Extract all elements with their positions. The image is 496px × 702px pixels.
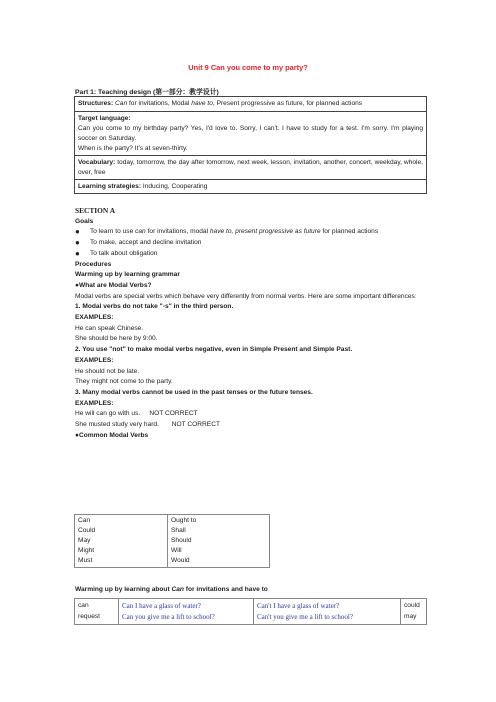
modal-verbs-column-1: Can Could May Might Must (75, 515, 168, 568)
vocabulary-row (75, 156, 427, 180)
common-modal-verbs-heading: ●Common Modal Verbs (75, 431, 149, 439)
target-language-line-2: When is the party? It's at seven-thirty. (78, 144, 188, 152)
target-language-line-1: Can you come to my birthday party? Yes, I'd love to. Sorry, I can't. I have to study for a test. I'm sorry. I'm playing soccer on Saturday. (78, 124, 423, 142)
warming-up-grammar-heading: Warming up by learning grammar (75, 271, 180, 279)
examples-label: EXAMPLES: (75, 399, 114, 407)
goals-heading: Goals (75, 217, 94, 225)
strategies-label: Learning strategies: (78, 182, 142, 190)
rule-3-example-1: He will can go with us. NOT CORRECT (75, 410, 198, 418)
not-correct-note: NOT CORRECT (149, 410, 198, 418)
strategies-row (75, 180, 427, 194)
examples-label: EXAMPLES: (75, 356, 114, 364)
bullet-icon: ● (75, 238, 80, 248)
examples-label: EXAMPLES: (75, 314, 114, 322)
request-type-cell: can request (75, 599, 119, 625)
goal-item: ● To talk about obligation (75, 248, 158, 258)
strategies-text: Inducing, Cooperating (141, 182, 208, 190)
structures-can: Can (115, 99, 128, 107)
rule-2-example-1: He should not be late. (75, 367, 140, 375)
warming-up-can-heading: Warming up by learning about Can for invitations and have to (75, 586, 268, 593)
rule-2: 2. You use "not" to make modal verbs negative, even in Simple Present and Simple Past. (75, 346, 353, 354)
rule-3: 3. Many modal verbs cannot be used in the past tenses or the future tenses. (75, 388, 313, 396)
modal-intro-text: Modal verbs are special verbs which behave very differently from normal verbs. Here are some important differences: (75, 292, 417, 300)
section-a-body (75, 206, 427, 441)
goal-item: ● To make, accept and decline invitation (75, 238, 202, 248)
vocabulary-label: Vocabulary: (78, 158, 116, 166)
request-negative-cell: Can't I have a glass of water? Can't you give me a lift to school? (254, 599, 401, 625)
structures-text-b: , Present progressive as future, for planned actions (212, 99, 363, 107)
document-title: Unit 9 Can you come to my party? (188, 63, 308, 72)
what-are-modal-verbs-heading: ●What are Modal Verbs? (75, 281, 152, 289)
goal-item: ● To learn to use can for invitations, modal have to, present progressive as future for planned actions (75, 227, 379, 237)
section-a-heading: SECTION A (75, 206, 116, 215)
can-request-table (74, 598, 427, 625)
rule-2-example-2: They might not come to the party. (75, 378, 173, 386)
rule-3-example-2: She musted study very hard. NOT CORRECT (75, 421, 220, 429)
request-positive-cell: Can I have a glass of water? Can you give me a lift to school? (119, 599, 254, 625)
structures-text-a: for invitations, Modal (127, 99, 192, 107)
common-modal-verbs-table (74, 514, 270, 568)
modal-verbs-column-2: Ought to Shall Should Will Would (168, 515, 270, 568)
rule-1-example-1: He can speak Chinese. (75, 324, 144, 332)
structures-row (75, 97, 427, 112)
vocabulary-text: today, tomorrow, the day after tomorrow, next week, lesson, invitation, another, concert, weekday, whole, over, free (78, 158, 423, 176)
structures-label: Structures: (78, 99, 114, 107)
procedures-heading: Procedures (75, 260, 112, 268)
target-language-row (75, 112, 427, 156)
structures-have-to: have to (191, 99, 213, 107)
rule-1: 1. Modal verbs do not take "-s" in the third person. (75, 303, 234, 311)
not-correct-note: NOT CORRECT (171, 421, 220, 429)
bullet-icon: ● (75, 248, 80, 258)
request-alternatives-cell: could may (401, 599, 427, 625)
part-heading: Part 1: Teaching design (第一部分：教学设计) (75, 89, 219, 96)
target-language-label: Target language: (78, 114, 131, 122)
teaching-design-table (74, 96, 427, 194)
bullet-icon: ● (75, 227, 80, 237)
rule-1-example-2: She should be here by 9:00. (75, 335, 158, 343)
